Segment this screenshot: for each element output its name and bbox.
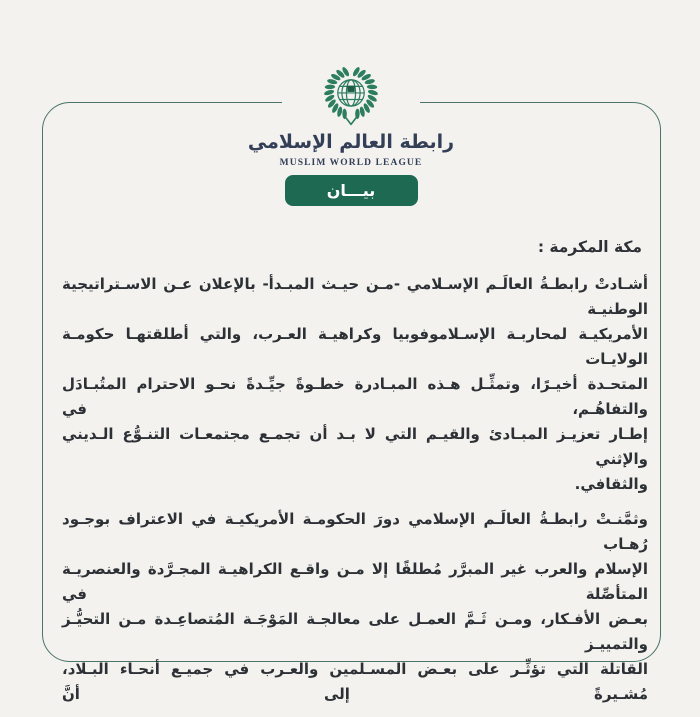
- paragraph-2: [62, 507, 648, 707]
- wreath: [323, 65, 378, 124]
- org-name-arabic: رابطة العالم الإسلامي: [247, 131, 455, 153]
- paragraph-1-line: إطـار تعزيـز المبـادئ والقيـم التي لا بـد أن تجمـع مجتمعـات التنـوُّع الـديني والإثني: [62, 425, 648, 468]
- paragraph-1-line: المتحـدة أخيـرًا، وتمثِّـل هـذه المبـادرة خطـوةً جيِّـدةً نحـو الاحترام المتُبـادَل والتفاهُـم، في: [62, 375, 648, 418]
- paragraph-2-line: وثمَّنـتْ رابطـةُ العالَـم الإسلامي دورَ الحكومـة الأمريكيـة في الاعتراف بوجـود رُهـاب: [62, 510, 648, 553]
- dateline-heading: مكة المكرمة :: [537, 238, 642, 256]
- statement-body: [62, 236, 648, 717]
- paragraph-2-line: القاتلة التي تؤثِّـر على بعـض المسـلمين والعـرب في جميـع أنحـاء البـلاد، مُشـيرةً إلى أنَّ: [62, 660, 648, 703]
- globe-wreath-emblem-icon: [322, 64, 380, 126]
- paragraph-1-line: والثقافي.: [574, 475, 648, 493]
- paragraph-1: [62, 272, 648, 497]
- paragraph-1-line: الأمريكيـة لمحاربـة الإسـلاموفوبيا وكراهيـة العـرب، والتي أطلقتهـا حكومـة الولايـات: [62, 325, 648, 368]
- paragraph-2-line: بعـض الأفـكار، ومـن ثَـمَّ العمـل على معالجـة المَوْجَـة المُتصاعِـدة مـن التحيُّـز والتمييـز: [62, 610, 648, 653]
- paragraph-2-line: الإسلام والعرب غير المبرَّر مُطلقًا إلا مـن واقـع الكراهيـة المجـرَّدة والعنصريـة المتأصِّلة في: [62, 560, 648, 603]
- globe: [338, 80, 364, 106]
- statement-badge: [285, 175, 418, 206]
- paragraph-1-line: أشـادتْ رابطـةُ العالَـم الإسـلامي -مـن حيـث المبـدأ- بالإعلان عـن الاسـتراتيجية الوطنيـة: [62, 275, 648, 318]
- org-name-english: MUSLIM WORLD LEAGUE: [279, 158, 423, 168]
- mwl-logo-block: [247, 64, 455, 206]
- statement-badge-label: بيـــان: [326, 181, 376, 200]
